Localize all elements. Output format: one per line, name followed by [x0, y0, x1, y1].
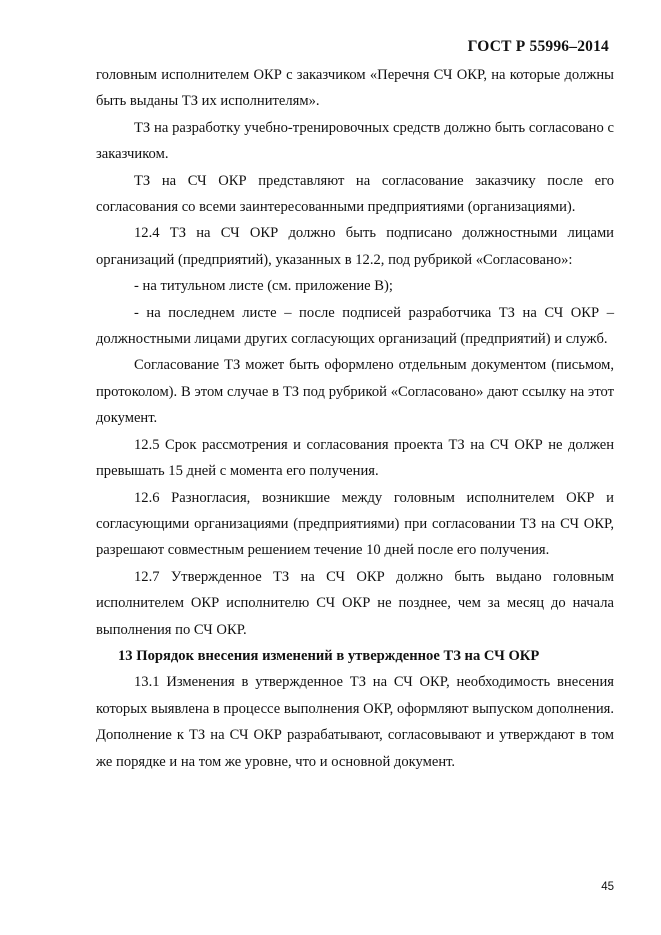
list-item: - на титульном листе (см. приложение В); — [134, 278, 393, 295]
paragraph-continuation: головным исполнителем ОКР с заказчиком «Перечня СЧ ОКР, на которые должны быть выданы ТЗ их исполнителям». — [96, 67, 614, 110]
clause-12-5: 12.5 Срок рассмотрения и согласования проекта ТЗ на СЧ ОКР не должен превышать 15 дней с момента его получения. — [96, 436, 614, 480]
paragraph: ТЗ на разработку учебно-тренировочных средств должно быть согласовано с заказчиком. — [96, 119, 614, 163]
paragraph: Согласование ТЗ может быть оформлено отдельным документом (письмом, протоколом). В этом случае в ТЗ под рубрикой «Согласовано» дают ссылку на этот документ. — [96, 357, 614, 427]
list-item: - на последнем листе – после подписей разработчика ТЗ на СЧ ОКР – должностными лицами других согласующих организаций (предприятий) и служб. — [96, 304, 614, 348]
section-title: 13 Порядок внесения изменений в утвержденное ТЗ на СЧ ОКР — [118, 647, 540, 664]
document-code-header: ГОСТ Р 55996–2014 — [467, 38, 609, 55]
clause-12-7: 12.7 Утвержденное ТЗ на СЧ ОКР должно быть выдано головным исполнителем ОКР исполнителю СЧ ОКР не позднее, чем за месяц до начала выполнения по СЧ ОКР. — [96, 568, 614, 638]
clause-12-6: 12.6 Разногласия, возникшие между головным исполнителем ОКР и согласующими организациями (предприятиями) при согласовании ТЗ на СЧ ОКР, разрешают совместным решением течение 10 дней после его получения. — [96, 489, 614, 559]
document-body — [96, 62, 614, 775]
clause-13-1: 13.1 Изменения в утвержденное ТЗ на СЧ ОКР, необходимость внесения которых выявлена в процессе выполнения ОКР, оформляют выпуском дополнения. Дополнение к ТЗ на СЧ ОКР разрабатывают, согласовывают и утверждают в том же порядке и на том же уровне, что и основной документ. — [96, 674, 614, 770]
paragraph: ТЗ на СЧ ОКР представляют на согласование заказчику после его согласования со всеми заинтересованными предприятиями (организациями). — [96, 172, 614, 216]
clause-12-4: 12.4 ТЗ на СЧ ОКР должно быть подписано должностными лицами организаций (предприятий), указанных в 12.2, под рубрикой «Согласовано»: — [96, 225, 614, 268]
page-number: 45 — [601, 881, 614, 893]
